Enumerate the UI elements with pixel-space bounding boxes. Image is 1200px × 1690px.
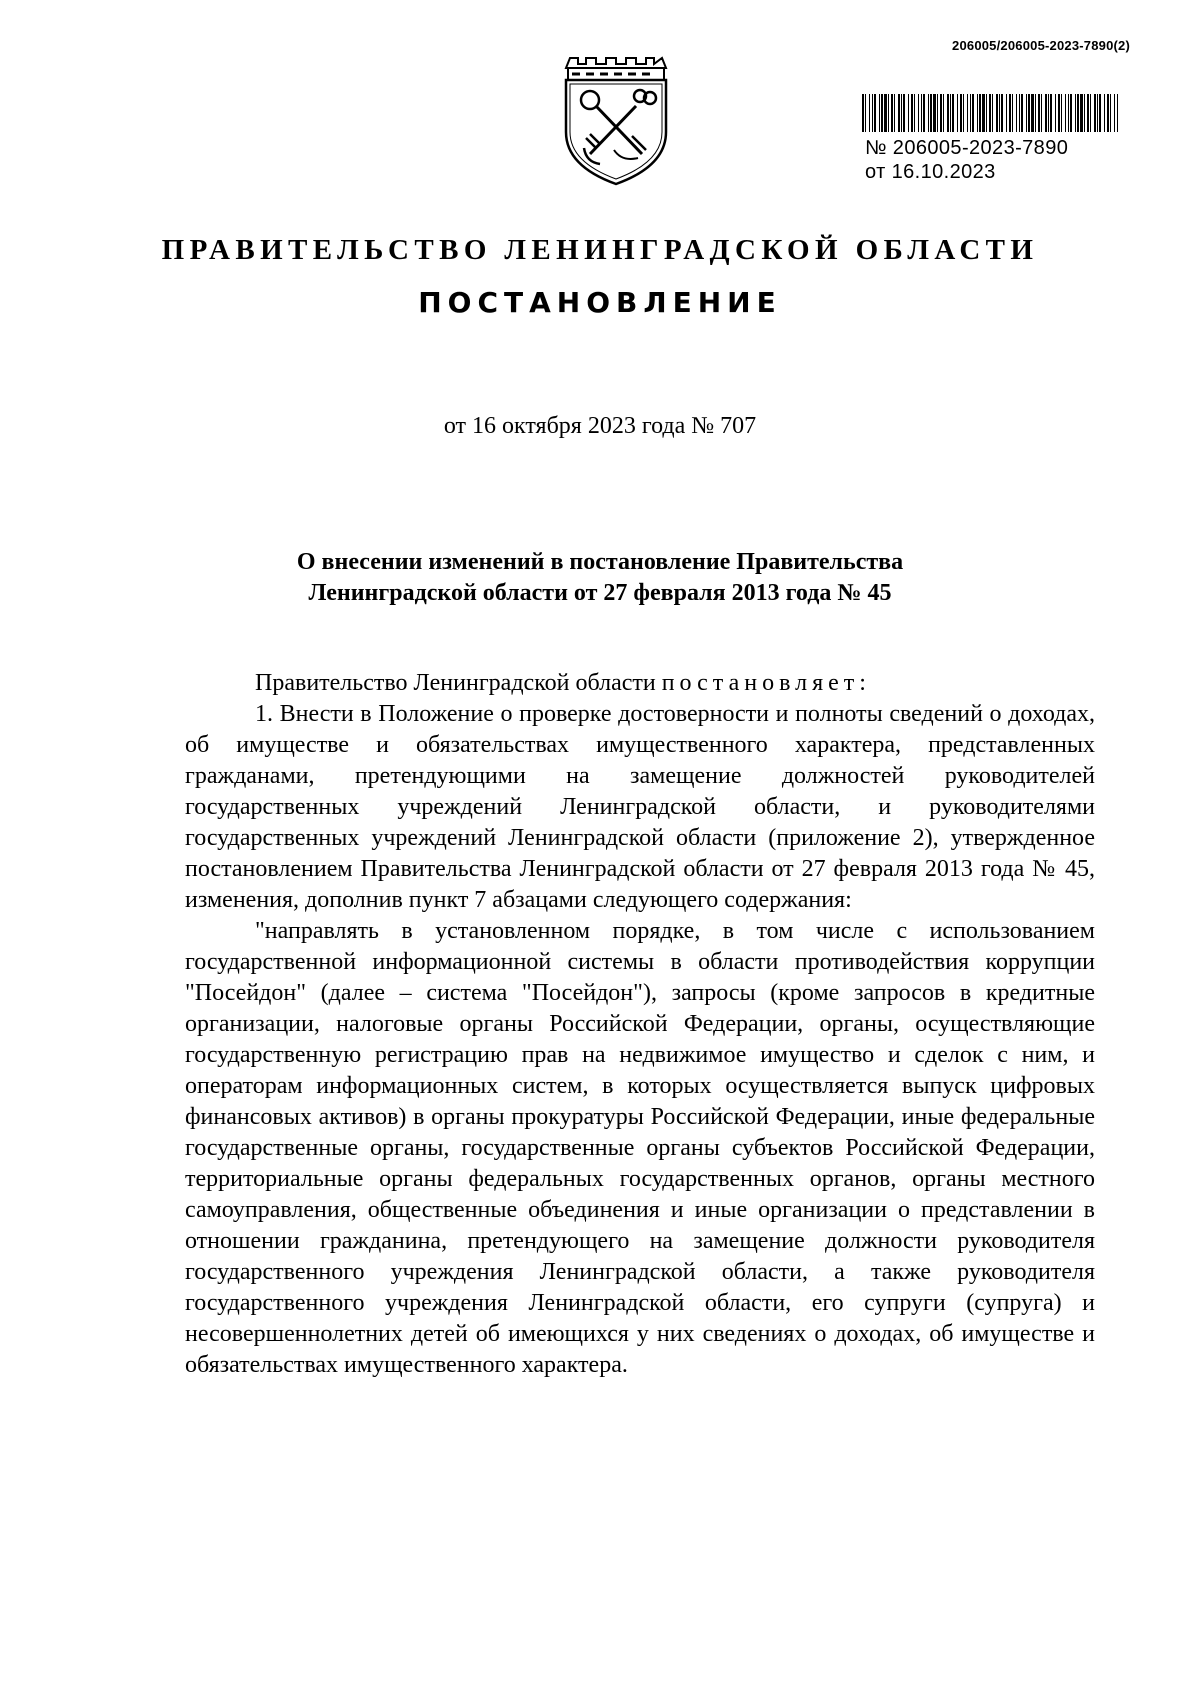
- barcode-bar: [1110, 94, 1111, 132]
- barcode-bar: [1028, 94, 1030, 132]
- barcode-bar: [943, 94, 944, 132]
- barcode-bar: [1107, 94, 1109, 132]
- barcode-bar: [1009, 94, 1011, 132]
- barcode-bar: [1077, 94, 1079, 132]
- barcode-bar: [914, 94, 915, 132]
- barcode-bar: [1070, 94, 1072, 132]
- barcode-bar: [891, 94, 893, 132]
- barcode-bar: [982, 94, 985, 132]
- barcode-bar: [874, 94, 876, 132]
- barcode-bar: [1094, 94, 1096, 132]
- document-body: [185, 668, 1095, 1381]
- barcode-bar: [879, 94, 880, 132]
- subject-line-2: Ленинградской области от 27 февраля 2013 года № 45: [308, 580, 892, 606]
- barcode-bar: [881, 94, 883, 132]
- barcode-bar: [1026, 94, 1027, 132]
- document-date-number: от 16 октября 2023 года № 707: [443, 413, 757, 439]
- barcode-bar: [979, 94, 981, 132]
- barcode-bar: [1050, 94, 1052, 132]
- barcode-bar: [970, 94, 971, 132]
- barcode-bar: [989, 94, 991, 132]
- intro-verb: постановляет:: [661, 670, 871, 696]
- barcode-bar: [865, 94, 866, 132]
- barcode-bar: [1068, 94, 1069, 132]
- document-subject: [200, 547, 1000, 609]
- barcode-bar: [1097, 94, 1098, 132]
- document-type: ПОСТАНОВЛЕНИЕ: [418, 286, 782, 319]
- barcode-bar: [937, 94, 938, 132]
- barcode-bar: [1099, 94, 1101, 132]
- barcode-bar: [923, 94, 925, 132]
- barcode-bar: [957, 94, 958, 132]
- coat-of-arms-icon: [556, 54, 676, 188]
- barcode-bar: [1035, 94, 1036, 132]
- barcode-bar: [992, 94, 993, 132]
- barcode-bar: [1055, 94, 1056, 132]
- barcode-bar: [1090, 94, 1091, 132]
- barcode-bar: [1012, 94, 1013, 132]
- barcode-bar: [967, 94, 968, 132]
- registration-block: [865, 136, 1068, 184]
- intro-lead: Правительство Ленинградской области: [255, 670, 662, 696]
- barcode-bar: [1038, 94, 1040, 132]
- barcode-bar: [911, 94, 913, 132]
- barcode-bar: [986, 94, 987, 132]
- barcode-bar: [888, 94, 889, 132]
- barcode-bar: [1021, 94, 1023, 132]
- registration-number: № 206005-2023-7890: [865, 137, 1069, 159]
- barcode-bar: [1045, 94, 1047, 132]
- barcode-bar: [933, 94, 936, 132]
- barcode-bar: [1117, 94, 1118, 132]
- barcode-bar: [972, 94, 974, 132]
- barcode-bar: [1006, 94, 1007, 132]
- barcode-bar: [950, 94, 951, 132]
- barcode-bar: [930, 94, 932, 132]
- barcode: [862, 94, 1118, 132]
- barcode-bar: [884, 94, 887, 132]
- barcode-bar: [1075, 94, 1076, 132]
- barcode-bar: [903, 94, 905, 132]
- barcode-bar: [1084, 94, 1085, 132]
- barcode-bar: [928, 94, 929, 132]
- barcode-bar: [1087, 94, 1089, 132]
- barcode-bar: [1080, 94, 1083, 132]
- barcode-bar: [921, 94, 922, 132]
- barcode-bar: [960, 94, 962, 132]
- barcode-bar: [872, 94, 873, 132]
- barcode-bar: [1031, 94, 1034, 132]
- barcode-bar: [918, 94, 919, 132]
- barcode-bar: [999, 94, 1000, 132]
- barcode-bar: [1061, 94, 1062, 132]
- barcode-bar: [963, 94, 964, 132]
- barcode-bar: [996, 94, 998, 132]
- subject-line-1: О внесении изменений в постановление Правительства: [296, 549, 904, 575]
- quoted-paragraph: "направлять в установленном порядке, в том числе с использованием государственной информационной системы в области противодействия коррупции "Посейдон" (далее – система "Посейдон"), запросы (кроме запросов в кредитные организации, налоговые органы Российской Федерации, органы, осуществляющие государственную регистрацию прав на недвижимое имущество и сделок с ним, и операторам информационных систем, в которых осуществляется выпуск цифровых финансовых активов) в органы прокуратуры Российской Федерации, иные федеральные государственные органы, государственные органы субъектов Российской Федерации, территориальные органы федеральных государственных органов, органы местного самоуправления, общественные объединения и иные организации о представлении в отношении гражданина, претендующего на замещение должности руководителя государственного учреждения Ленинградской области, а также руководителя государственного учреждения Ленинградской области, его супруги (супруга) и несовершеннолетних детей об имеющихся у них сведениях о доходах, об имуществе и обязательствах имущественного характера.: [185, 918, 1095, 1378]
- registration-date: от 16.10.2023: [865, 161, 996, 183]
- barcode-bar: [1001, 94, 1003, 132]
- barcode-bar: [977, 94, 978, 132]
- barcode-bar: [869, 94, 870, 132]
- barcode-bar: [1019, 94, 1020, 132]
- authority-title: ПРАВИТЕЛЬСТВО ЛЕНИНГРАДСКОЙ ОБЛАСТИ: [161, 234, 1039, 266]
- barcode-bar: [1048, 94, 1049, 132]
- barcode-bar: [1065, 94, 1066, 132]
- barcode-bar: [1104, 94, 1105, 132]
- barcode-bar: [908, 94, 909, 132]
- barcode-bar: [862, 94, 864, 132]
- barcode-bar: [1058, 94, 1060, 132]
- barcode-bar: [947, 94, 949, 132]
- point-1-paragraph: 1. Внести в Положение о проверке достоверности и полноты сведений о доходах, об имуществе и обязательствах имущественного характера, представленных гражданами, претендующими на замещение должностей руководителей государственных учреждений Ленинградской области, и руководителями государственных учреждений Ленинградской области (приложение 2), утвержденное постановлением Правительства Ленинградской области от 27 февраля 2013 года № 45, изменения, дополнив пункт 7 абзацами следующего содержания:: [185, 701, 1095, 913]
- intro-paragraph: [185, 668, 1095, 699]
- barcode-bar: [952, 94, 954, 132]
- barcode-bar: [1016, 94, 1017, 132]
- barcode-bar: [898, 94, 900, 132]
- barcode-bar: [894, 94, 895, 132]
- barcode-bar: [940, 94, 942, 132]
- barcode-bar: [901, 94, 902, 132]
- barcode-bar: [1114, 94, 1115, 132]
- document-id: 206005/206005-2023-7890(2): [952, 38, 1130, 53]
- barcode-bar: [1041, 94, 1042, 132]
